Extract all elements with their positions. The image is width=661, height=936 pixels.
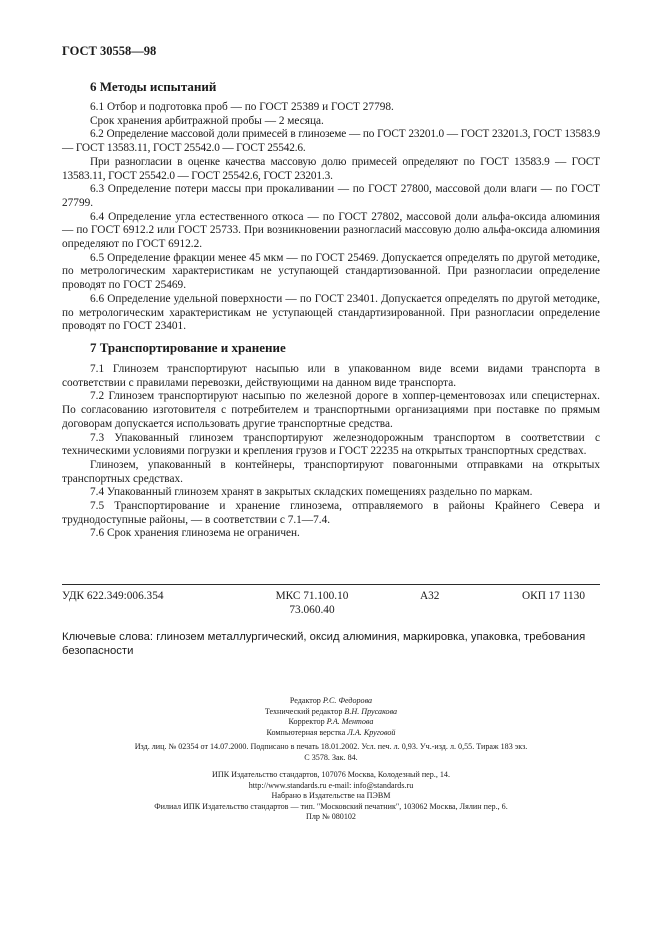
credit-role: Корректор xyxy=(288,717,325,727)
paragraph-7-3-containers: Глинозем, упакованный в контейнеры, транспортируют повагонными отправками на открытых транспортных средствах. xyxy=(62,458,600,485)
credit-tech-editor xyxy=(60,707,602,718)
imprint-plr: Плр № 080102 xyxy=(306,812,356,822)
credit-role: Редактор xyxy=(289,696,321,705)
okp-code: ОКП 17 1130 xyxy=(522,590,585,602)
imprint-order: С 3578. Зак. 84. xyxy=(304,752,358,762)
section-7-body xyxy=(62,363,600,541)
credit-name: В.Н. Прусакова xyxy=(344,706,398,716)
credits-block xyxy=(60,696,602,738)
section-6-title: 6 Методы испытаний xyxy=(90,79,217,94)
document-header: ГОСТ 30558—98 xyxy=(62,44,157,58)
paragraph-7-6: 7.6 Срок хранения глинозема не ограничен. xyxy=(90,527,300,540)
paragraph-7-2: 7.2 Глинозем транспортируют насыпью по железной дороге в хоппер-цементовозах или специстернах. По согласованию изготовителя с потребителем и транспортными организациями при поставке по прямым договорам допускается использовать другие транспортные средства. xyxy=(62,390,600,430)
imprint-web: http://www.standards.ru e-mail: info@standards.ru xyxy=(248,780,414,790)
credit-name: Л.А. Круговой xyxy=(347,727,396,737)
section-7-title: 7 Транспортирование и хранение xyxy=(90,340,286,355)
paragraph-6-2-dispute: При разногласии в оценке качества массовую долю примесей определяют по ГОСТ 13583.9 — ГОСТ 13583.11, ГОСТ 25542.0 — ГОСТ 25542.6, ГОСТ 23201.3. xyxy=(62,155,600,182)
imprint-publisher xyxy=(60,770,602,823)
mks-code-line-1: МКС 71.100.10 xyxy=(275,590,349,602)
section-6-body xyxy=(62,101,600,334)
paragraph-6-6: 6.6 Определение удельной поверхности — по ГОСТ 23401. Допускается определять по другой методике, по метрологическим характеристикам не уступающей стандартизированной. При разногласии определение проводят по ГОСТ 23401. xyxy=(62,292,600,333)
paragraph-6-4: 6.4 Определение угла естественного откоса — по ГОСТ 27802, массовой доли альфа-оксида алюминия — по ГОСТ 6912.2 или ГОСТ 25733. При возникновении разногласий массовую долю альфа-оксида алюминия определяют по ГОСТ 6912.2. xyxy=(62,210,600,251)
credit-proofreader xyxy=(60,717,602,728)
group-code: А32 xyxy=(420,590,440,602)
udk-code: УДК 622.349:006.354 xyxy=(62,590,164,602)
credit-editor xyxy=(60,696,602,707)
paragraph-7-5: 7.5 Транспортирование и хранение глинозема, отправляемого в районы Крайнего Севера и труднодоступные районы, — в соответствии с 7.1—7.4. xyxy=(62,500,600,526)
mks-code-line-2: 73.060.40 xyxy=(289,603,335,616)
paragraph-7-3: 7.3 Упакованный глинозем транспортируют железнодорожным транспортом в соответствии с техническими условиями погрузки и крепления грузов и ГОСТ 22235 на открытых транспортных средствах. xyxy=(62,431,600,458)
divider-line xyxy=(62,584,600,585)
paragraph-6-5: 6.5 Определение фракции менее 45 мкм — по ГОСТ 25469. Допускается определять по другой методике, по метрологическим характеристикам не уступающей стандартизованной. При разногласии определение проводят по ГОСТ 25469. xyxy=(62,251,600,292)
credit-role: Компьютерная верстка xyxy=(266,727,346,737)
paragraph-6-3: 6.3 Определение потери массы при прокаливании — по ГОСТ 27800, массовой доли влаги — по ГОСТ 27799. xyxy=(62,183,600,209)
paragraph-7-4: 7.4 Упакованный глинозем хранят в закрытых складских помещениях раздельно по маркам. xyxy=(90,486,533,499)
paragraph-6-2: 6.2 Определение массовой доли примесей в глиноземе — по ГОСТ 23201.0 — ГОСТ 23201.3, ГОСТ 13583.9 — ГОСТ 13583.11, ГОСТ 25542.0 — ГОСТ 25542.6. xyxy=(62,128,600,155)
mks-code xyxy=(262,590,362,617)
credit-role: Технический редактор xyxy=(264,706,343,716)
credit-name: Р.С. Федорова xyxy=(322,696,373,705)
imprint-print-info xyxy=(60,742,602,763)
paragraph-6-1-storage: Срок хранения арбитражной пробы — 2 месяца. xyxy=(90,114,324,127)
paragraph-6-1: 6.1 Отбор и подготовка проб — по ГОСТ 25389 и ГОСТ 27798. xyxy=(90,101,394,113)
imprint-branch: Филиал ИПК Издательство стандартов — тип. "Московский печатник", 103062 Москва, Лялин пер., 6. xyxy=(154,801,508,811)
keywords: Ключевые слова: глинозем металлургический, оксид алюминия, маркировка, упаковка, требования безопасности xyxy=(62,631,586,657)
imprint-license: Изд. лиц. № 02354 от 14.07.2000. Подписано в печать 18.01.2002. Усл. печ. л. 0,93. Уч.-изд. л. 0,55. Тираж 183 экз. xyxy=(134,742,528,751)
imprint-address: ИПК Издательство стандартов, 107076 Москва, Колодезный пер., 14. xyxy=(212,770,450,779)
credit-layout xyxy=(60,728,602,739)
paragraph-7-1: 7.1 Глинозем транспортируют насыпью или в упакованном виде всеми видами транспорта в соответствии с правилами перевозки, действующими на данном виде транспорта. xyxy=(62,363,600,389)
imprint-typeset: Набрано в Издательстве на ПЭВМ xyxy=(271,791,391,801)
credit-name: Р.А. Ментова xyxy=(326,717,374,727)
